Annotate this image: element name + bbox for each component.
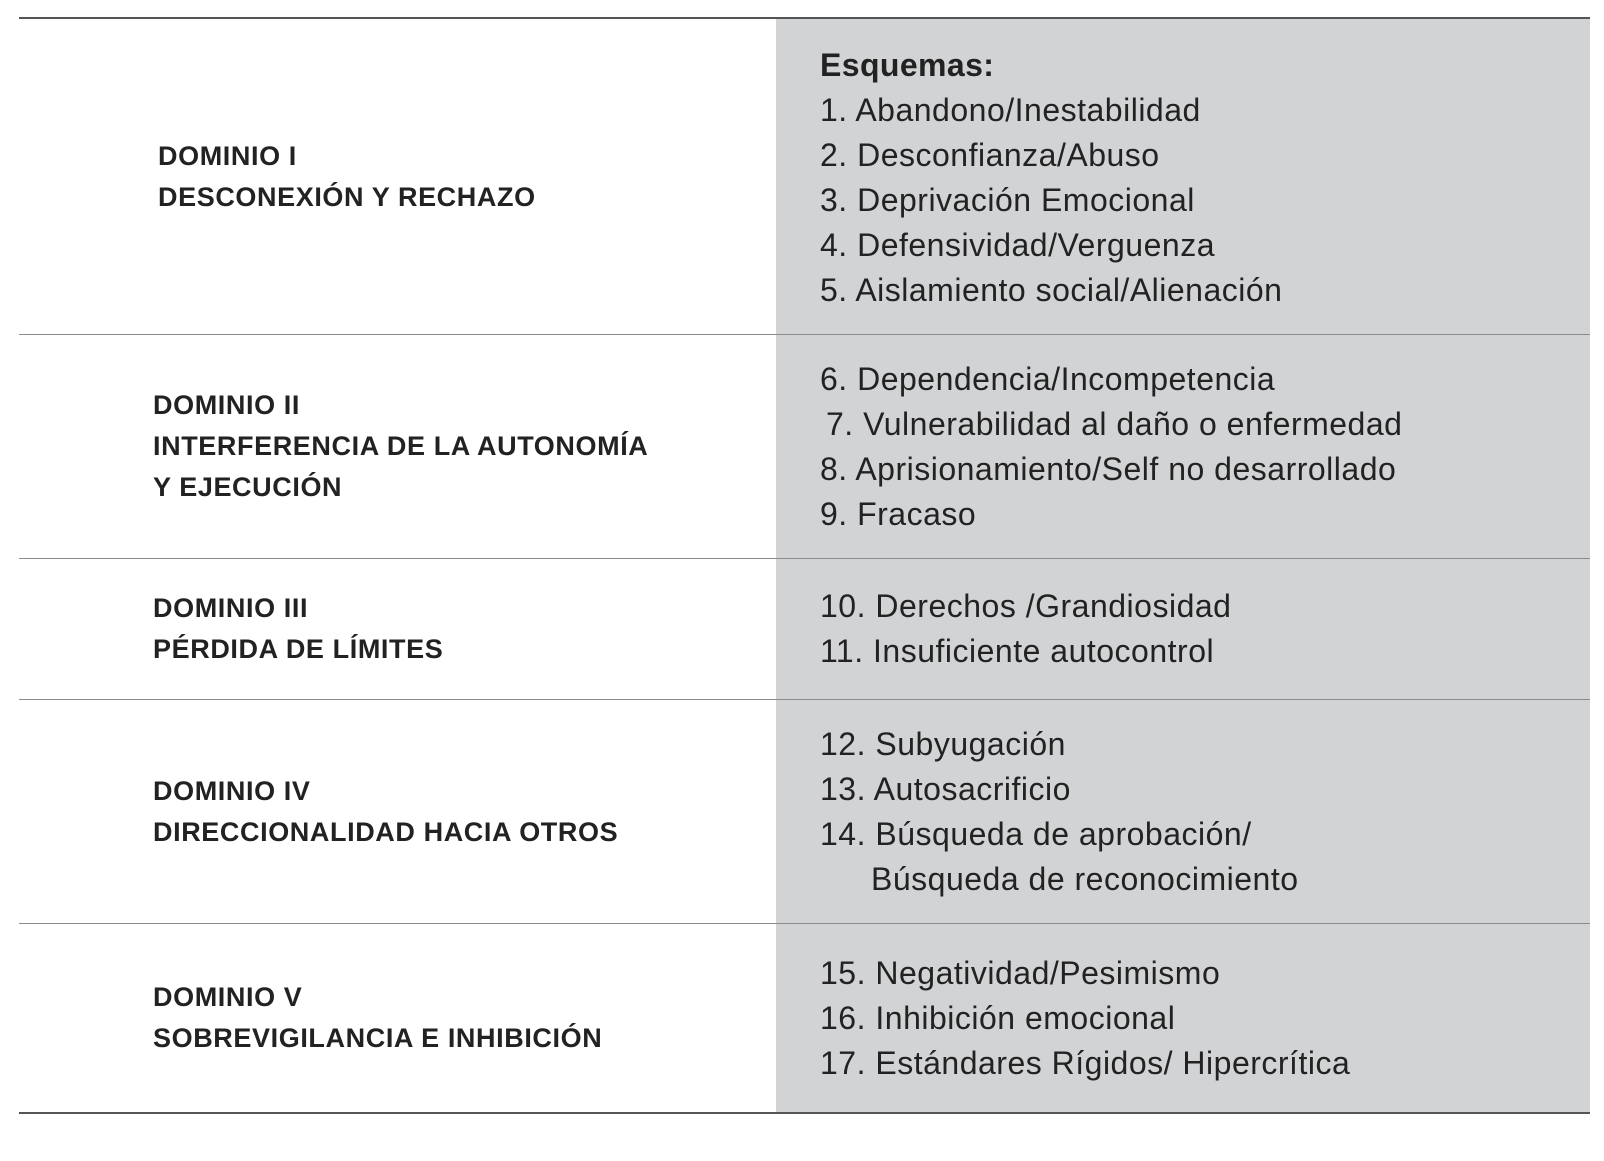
domain-number: DOMINIO III — [153, 593, 309, 623]
schemas-cell — [776, 700, 1590, 923]
schema-item: 6. Dependencia/Incompetencia — [820, 360, 1276, 397]
schema-item: 10. Derechos /Grandiosidad — [820, 588, 1232, 624]
domain-title: PÉRDIDA DE LÍMITES — [153, 634, 444, 664]
schema-item: 2. Desconfianza/Abuso — [820, 137, 1160, 173]
table-row-domain-1 — [19, 19, 1590, 335]
domain-number: DOMINIO I — [158, 140, 297, 171]
domain-number: DOMINIO II — [153, 390, 300, 420]
domain-title-cont: Y EJECUCIÓN — [153, 472, 343, 502]
schema-item: 11. Insuficiente autocontrol — [820, 633, 1215, 669]
domain-label — [153, 771, 618, 853]
domain-title: SOBREVIGILANCIA E INHIBICIÓN — [153, 1023, 603, 1053]
domain-cell — [19, 700, 776, 923]
schema-item: 12. Subyugación — [820, 725, 1066, 762]
schemas-cell — [776, 924, 1590, 1112]
schema-item: 4. Defensividad/Verguenza — [820, 227, 1215, 263]
domain-number: DOMINIO V — [153, 982, 303, 1012]
schema-item: 8. Aprisionamiento/Self no desarrollado — [820, 450, 1397, 487]
schema-item: 9. Fracaso — [820, 495, 977, 532]
domain-title: DESCONEXIÓN Y RECHAZO — [158, 181, 536, 212]
schema-item: 7. Vulnerabilidad al daño o enfermedad — [826, 405, 1403, 442]
domain-label — [158, 136, 536, 218]
table-row-domain-4 — [19, 700, 1590, 924]
schema-domains-table — [19, 17, 1590, 1114]
schemas-cell — [776, 559, 1590, 699]
schema-item: 3. Deprivación Emocional — [820, 182, 1195, 218]
table-row-domain-3 — [19, 559, 1590, 700]
domain-label — [153, 385, 648, 508]
schema-item: 13. Autosacrificio — [820, 770, 1071, 807]
schema-item-continuation: Búsqueda de reconocimiento — [871, 860, 1299, 897]
schemas-cell — [776, 19, 1590, 334]
domain-title: DIRECCIONALIDAD HACIA OTROS — [153, 816, 619, 847]
schemas-cell — [776, 335, 1590, 558]
domain-label — [153, 977, 602, 1059]
domain-number: DOMINIO IV — [153, 775, 311, 806]
table-row-domain-2 — [19, 335, 1590, 559]
schema-item: 17. Estándares Rígidos/ Hipercrítica — [820, 1044, 1351, 1081]
domain-cell — [19, 19, 776, 334]
domain-cell — [19, 335, 776, 558]
domain-title: INTERFERENCIA DE LA AUTONOMÍA — [153, 431, 649, 461]
table-row-domain-5 — [19, 924, 1590, 1112]
schemas-heading: Esquemas: — [820, 47, 995, 83]
schema-item: 1. Abandono/Inestabilidad — [820, 92, 1201, 128]
schema-item: 5. Aislamiento social/Alienación — [820, 272, 1283, 308]
schema-item: 15. Negatividad/Pesimismo — [820, 954, 1221, 991]
domain-label — [153, 588, 443, 670]
domain-cell — [19, 924, 776, 1112]
schema-item: 16. Inhibición emocional — [820, 999, 1176, 1036]
domain-cell — [19, 559, 776, 699]
schema-item: 14. Búsqueda de aprobación/ — [820, 815, 1252, 852]
